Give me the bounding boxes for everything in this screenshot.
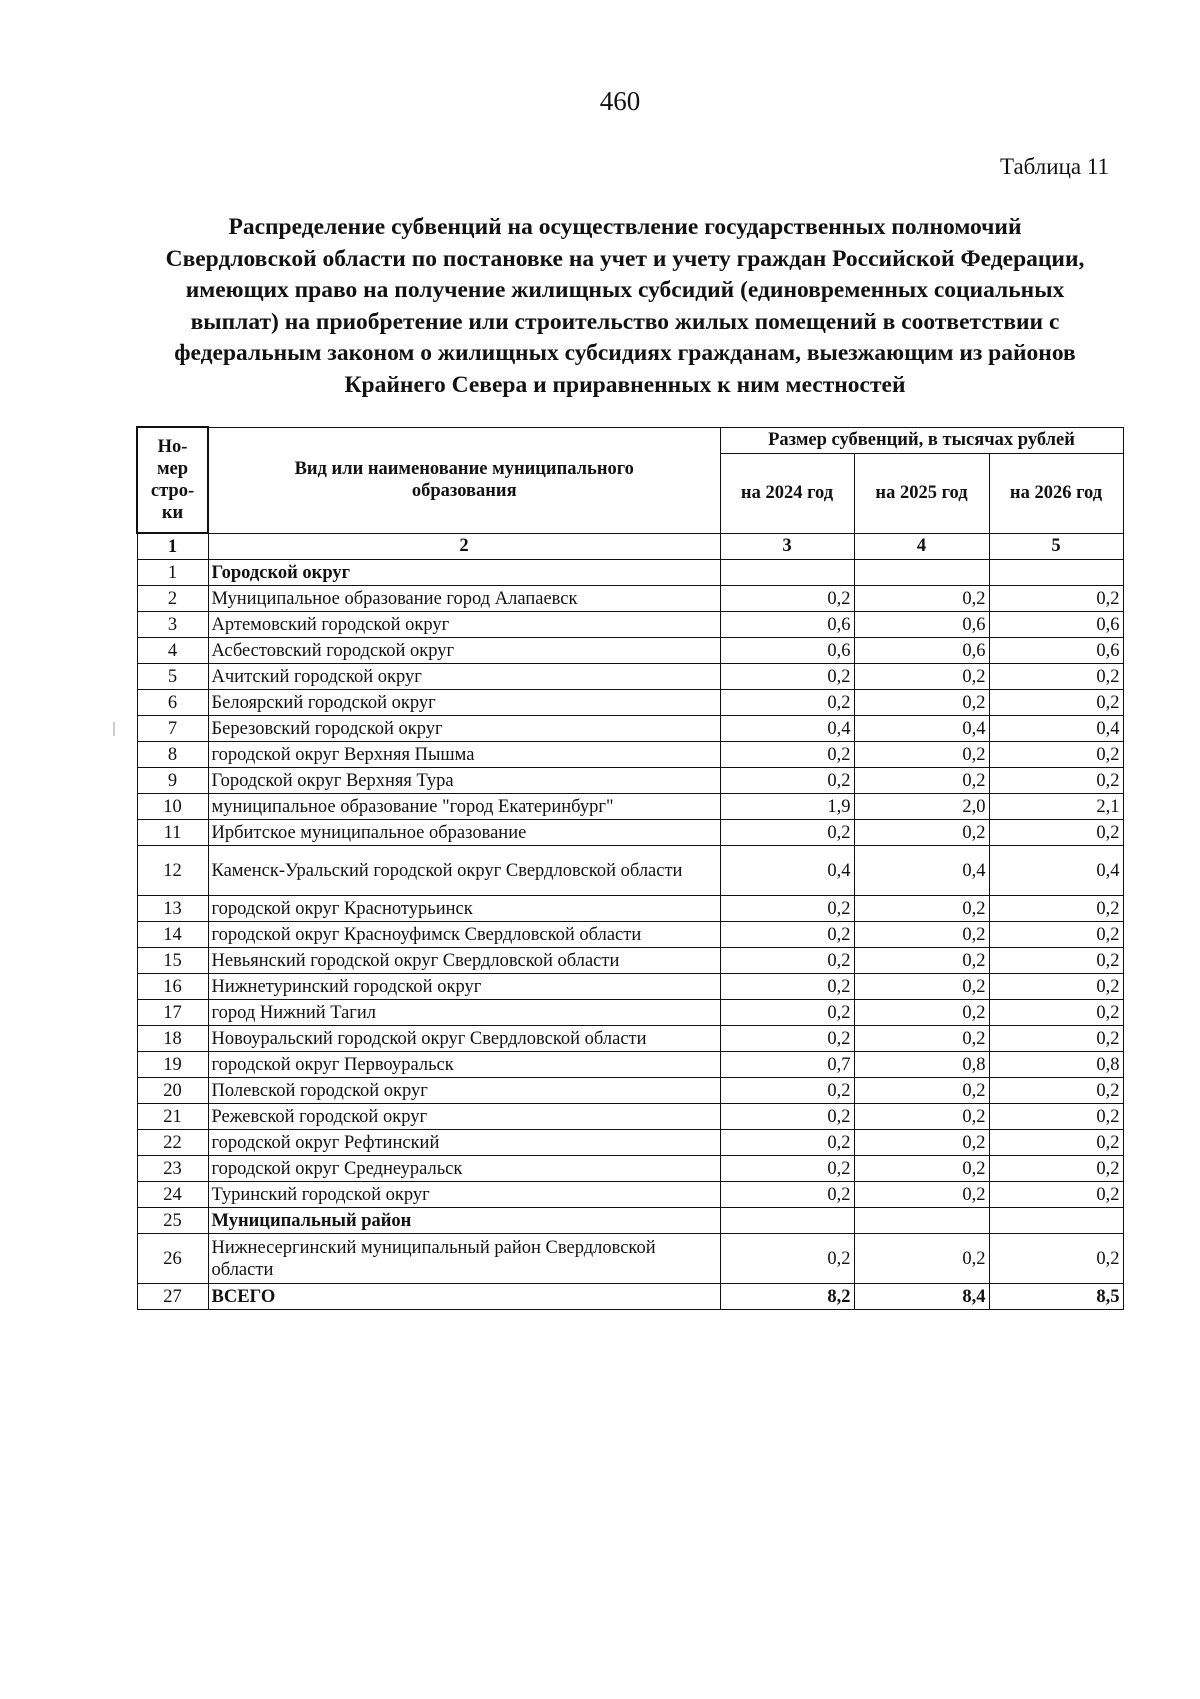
row-number-cell: 1 [137,560,208,586]
row-number-cell: 16 [137,974,208,1000]
value-2025-cell: 0,2 [854,1000,989,1026]
value-2024-cell: 1,9 [720,794,854,820]
value-2025-cell: 0,2 [854,1130,989,1156]
row-number-cell: 2 [137,586,208,612]
municipality-name-cell: городской округ Рефтинский [208,1130,720,1156]
table-row [137,612,1123,638]
value-2024-cell: 8,2 [720,1284,854,1310]
table-row [137,664,1123,690]
row-number-cell: 11 [137,820,208,846]
municipality-name-cell: Артемовский городской округ [208,612,720,638]
value-2024-cell: 0,2 [720,1078,854,1104]
value-2026-cell: 0,2 [989,896,1123,922]
municipality-name-cell: Туринский городской округ [208,1182,720,1208]
row-number-cell: 7 [137,716,208,742]
value-2026-cell: 0,2 [989,768,1123,794]
table-row [137,1284,1123,1310]
table-row [137,1052,1123,1078]
table-row [137,1208,1123,1234]
value-2024-cell: 0,6 [720,638,854,664]
value-2024-cell: 0,2 [720,664,854,690]
value-2026-cell: 0,8 [989,1052,1123,1078]
value-2026-cell: 0,2 [989,1234,1123,1284]
value-2024-cell: 0,2 [720,1234,854,1284]
table-row [137,1078,1123,1104]
value-2025-cell: 0,2 [854,948,989,974]
row-number-cell: 21 [137,1104,208,1130]
table-row [137,794,1123,820]
table-row [137,922,1123,948]
value-2026-cell: 0,2 [989,1130,1123,1156]
municipality-name-cell: ВСЕГО [208,1284,720,1310]
value-2026-cell [989,560,1123,586]
municipality-name-cell: Ачитский городской округ [208,664,720,690]
header-amount-group: Размер субвенций, в тысячах рублей [720,427,1123,453]
table-row [137,1156,1123,1182]
municipality-name-cell: городской округ Красноуфимск Свердловской области [208,922,720,948]
column-index: 1 [137,533,208,560]
value-2025-cell: 0,2 [854,1078,989,1104]
value-2025-cell: 0,2 [854,1182,989,1208]
table-body [137,560,1123,1310]
header-year-2025: на 2025 год [854,453,989,533]
row-number-cell: 8 [137,742,208,768]
row-number-cell: 23 [137,1156,208,1182]
value-2026-cell: 0,2 [989,922,1123,948]
scan-artifact [113,722,115,736]
row-number-cell: 18 [137,1026,208,1052]
row-number-cell: 15 [137,948,208,974]
value-2025-cell [854,560,989,586]
table-row [137,896,1123,922]
value-2026-cell: 0,2 [989,742,1123,768]
subvention-table [136,426,1124,1310]
value-2026-cell: 0,2 [989,820,1123,846]
header-row-number: Но- мер стро- ки [137,427,208,533]
table-row [137,846,1123,896]
value-2026-cell: 0,2 [989,1078,1123,1104]
table-row [137,1130,1123,1156]
row-number-cell: 26 [137,1234,208,1284]
row-number-cell: 25 [137,1208,208,1234]
value-2024-cell: 0,2 [720,1000,854,1026]
value-2025-cell: 0,2 [854,742,989,768]
municipality-name-cell: Муниципальное образование город Алапаевск [208,586,720,612]
value-2024-cell: 0,2 [720,768,854,794]
value-2025-cell: 0,2 [854,974,989,1000]
table-row [137,742,1123,768]
municipality-name-cell: Новоуральский городской округ Свердловской области [208,1026,720,1052]
table-row [137,1000,1123,1026]
row-number-cell: 24 [137,1182,208,1208]
value-2024-cell: 0,2 [720,922,854,948]
municipality-name-cell: Режевской городской округ [208,1104,720,1130]
value-2026-cell: 0,6 [989,612,1123,638]
document-title: Распределение субвенций на осуществление государственных полномочий Свердловской области по постановке на учет и учету граждан Российской Федерации, имеющих право на получение жилищных субсидий (единовременных социальных выплат) на приобретение или строительство жилых помещений в соответствии с федеральным законом о жилищных субсидиях гражданам, выезжающим из районов Крайнего Севера и приравненных к ним местностей [165,214,1085,398]
value-2025-cell: 0,6 [854,612,989,638]
municipality-name-cell: городской округ Верхняя Пышма [208,742,720,768]
table-row [137,586,1123,612]
municipality-name-cell: Муниципальный район [208,1208,720,1234]
value-2024-cell: 0,4 [720,716,854,742]
page-number: 460 [599,86,641,116]
value-2026-cell: 2,1 [989,794,1123,820]
row-number-cell: 20 [137,1078,208,1104]
value-2026-cell: 0,2 [989,586,1123,612]
value-2025-cell: 0,2 [854,768,989,794]
value-2024-cell: 0,2 [720,948,854,974]
value-2026-cell: 0,2 [989,1156,1123,1182]
value-2024-cell: 0,2 [720,1026,854,1052]
column-index: 2 [208,533,720,560]
value-2025-cell: 0,4 [854,716,989,742]
value-2026-cell: 0,2 [989,1026,1123,1052]
table-label: Таблица 11 [999,154,1109,179]
value-2024-cell: 0,2 [720,1182,854,1208]
table-row [137,1182,1123,1208]
value-2024-cell: 0,4 [720,846,854,896]
value-2025-cell: 0,2 [854,664,989,690]
value-2024-cell: 0,2 [720,820,854,846]
value-2025-cell: 0,2 [854,896,989,922]
table-row [137,820,1123,846]
value-2026-cell: 0,2 [989,690,1123,716]
value-2025-cell [854,1208,989,1234]
municipality-name-cell: городской округ Среднеуральск [208,1156,720,1182]
header-municipality-name: Вид или наименование муниципального образования [208,427,720,533]
municipality-name-cell: Белоярский городской округ [208,690,720,716]
value-2025-cell: 0,2 [854,1234,989,1284]
value-2026-cell: 0,2 [989,974,1123,1000]
table-row [137,560,1123,586]
value-2026-cell: 0,6 [989,638,1123,664]
value-2025-cell: 0,2 [854,1156,989,1182]
table-row [137,768,1123,794]
value-2025-cell: 0,6 [854,638,989,664]
value-2025-cell: 8,4 [854,1284,989,1310]
value-2025-cell: 0,2 [854,1104,989,1130]
row-number-cell: 12 [137,846,208,896]
row-number-cell: 9 [137,768,208,794]
value-2025-cell: 0,2 [854,586,989,612]
row-number-cell: 10 [137,794,208,820]
table-row [137,716,1123,742]
table-row [137,690,1123,716]
municipality-name-cell: Асбестовский городской округ [208,638,720,664]
value-2025-cell: 0,4 [854,846,989,896]
row-number-cell: 22 [137,1130,208,1156]
value-2024-cell: 0,2 [720,974,854,1000]
value-2026-cell [989,1208,1123,1234]
table-row [137,1234,1123,1284]
municipality-name-cell: Полевской городской округ [208,1078,720,1104]
value-2024-cell: 0,2 [720,896,854,922]
value-2025-cell: 0,2 [854,922,989,948]
row-number-cell: 5 [137,664,208,690]
row-number-cell: 6 [137,690,208,716]
municipality-name-cell: Нижнесергинский муниципальный район Свердловской области [208,1234,720,1284]
value-2025-cell: 0,2 [854,690,989,716]
header-row-1 [137,427,1123,453]
value-2026-cell: 0,2 [989,1000,1123,1026]
municipality-name-cell: Ирбитское муниципальное образование [208,820,720,846]
value-2024-cell: 0,7 [720,1052,854,1078]
municipality-name-cell: Нижнетуринский городской округ [208,974,720,1000]
table-row [137,1026,1123,1052]
municipality-name-cell: Городской округ [208,560,720,586]
column-index: 4 [854,533,989,560]
value-2024-cell: 0,2 [720,690,854,716]
value-2024-cell: 0,2 [720,586,854,612]
value-2025-cell: 2,0 [854,794,989,820]
value-2024-cell: 0,2 [720,742,854,768]
column-index: 3 [720,533,854,560]
value-2026-cell: 0,4 [989,846,1123,896]
municipality-name-cell: городской округ Первоуральск [208,1052,720,1078]
value-2024-cell [720,1208,854,1234]
value-2024-cell: 0,2 [720,1130,854,1156]
header-year-2024: на 2024 год [720,453,854,533]
table-row [137,948,1123,974]
municipality-name-cell: Березовский городской округ [208,716,720,742]
value-2025-cell: 0,8 [854,1052,989,1078]
column-index-row [137,533,1123,560]
row-number-cell: 14 [137,922,208,948]
table-row [137,638,1123,664]
table-row [137,1104,1123,1130]
municipality-name-cell: Каменск-Уральский городской округ Свердловской области [208,846,720,896]
municipality-name-cell: Невьянский городской округ Свердловской области [208,948,720,974]
value-2025-cell: 0,2 [854,1026,989,1052]
value-2024-cell: 0,6 [720,612,854,638]
value-2024-cell: 0,2 [720,1104,854,1130]
value-2026-cell: 0,2 [989,664,1123,690]
column-index: 5 [989,533,1123,560]
row-number-cell: 4 [137,638,208,664]
value-2024-cell [720,560,854,586]
row-number-cell: 19 [137,1052,208,1078]
table-row [137,974,1123,1000]
municipality-name-cell: Городской округ Верхняя Тура [208,768,720,794]
row-number-cell: 13 [137,896,208,922]
table-header [137,427,1123,560]
value-2024-cell: 0,2 [720,1156,854,1182]
municipality-name-cell: муниципальное образование "город Екатеринбург" [208,794,720,820]
row-number-cell: 27 [137,1284,208,1310]
value-2026-cell: 8,5 [989,1284,1123,1310]
value-2026-cell: 0,4 [989,716,1123,742]
value-2026-cell: 0,2 [989,1182,1123,1208]
value-2025-cell: 0,2 [854,820,989,846]
value-2026-cell: 0,2 [989,948,1123,974]
row-number-cell: 17 [137,1000,208,1026]
municipality-name-cell: город Нижний Тагил [208,1000,720,1026]
header-year-2026: на 2026 год [989,453,1123,533]
municipality-name-cell: городской округ Краснотурьинск [208,896,720,922]
value-2026-cell: 0,2 [989,1104,1123,1130]
row-number-cell: 3 [137,612,208,638]
